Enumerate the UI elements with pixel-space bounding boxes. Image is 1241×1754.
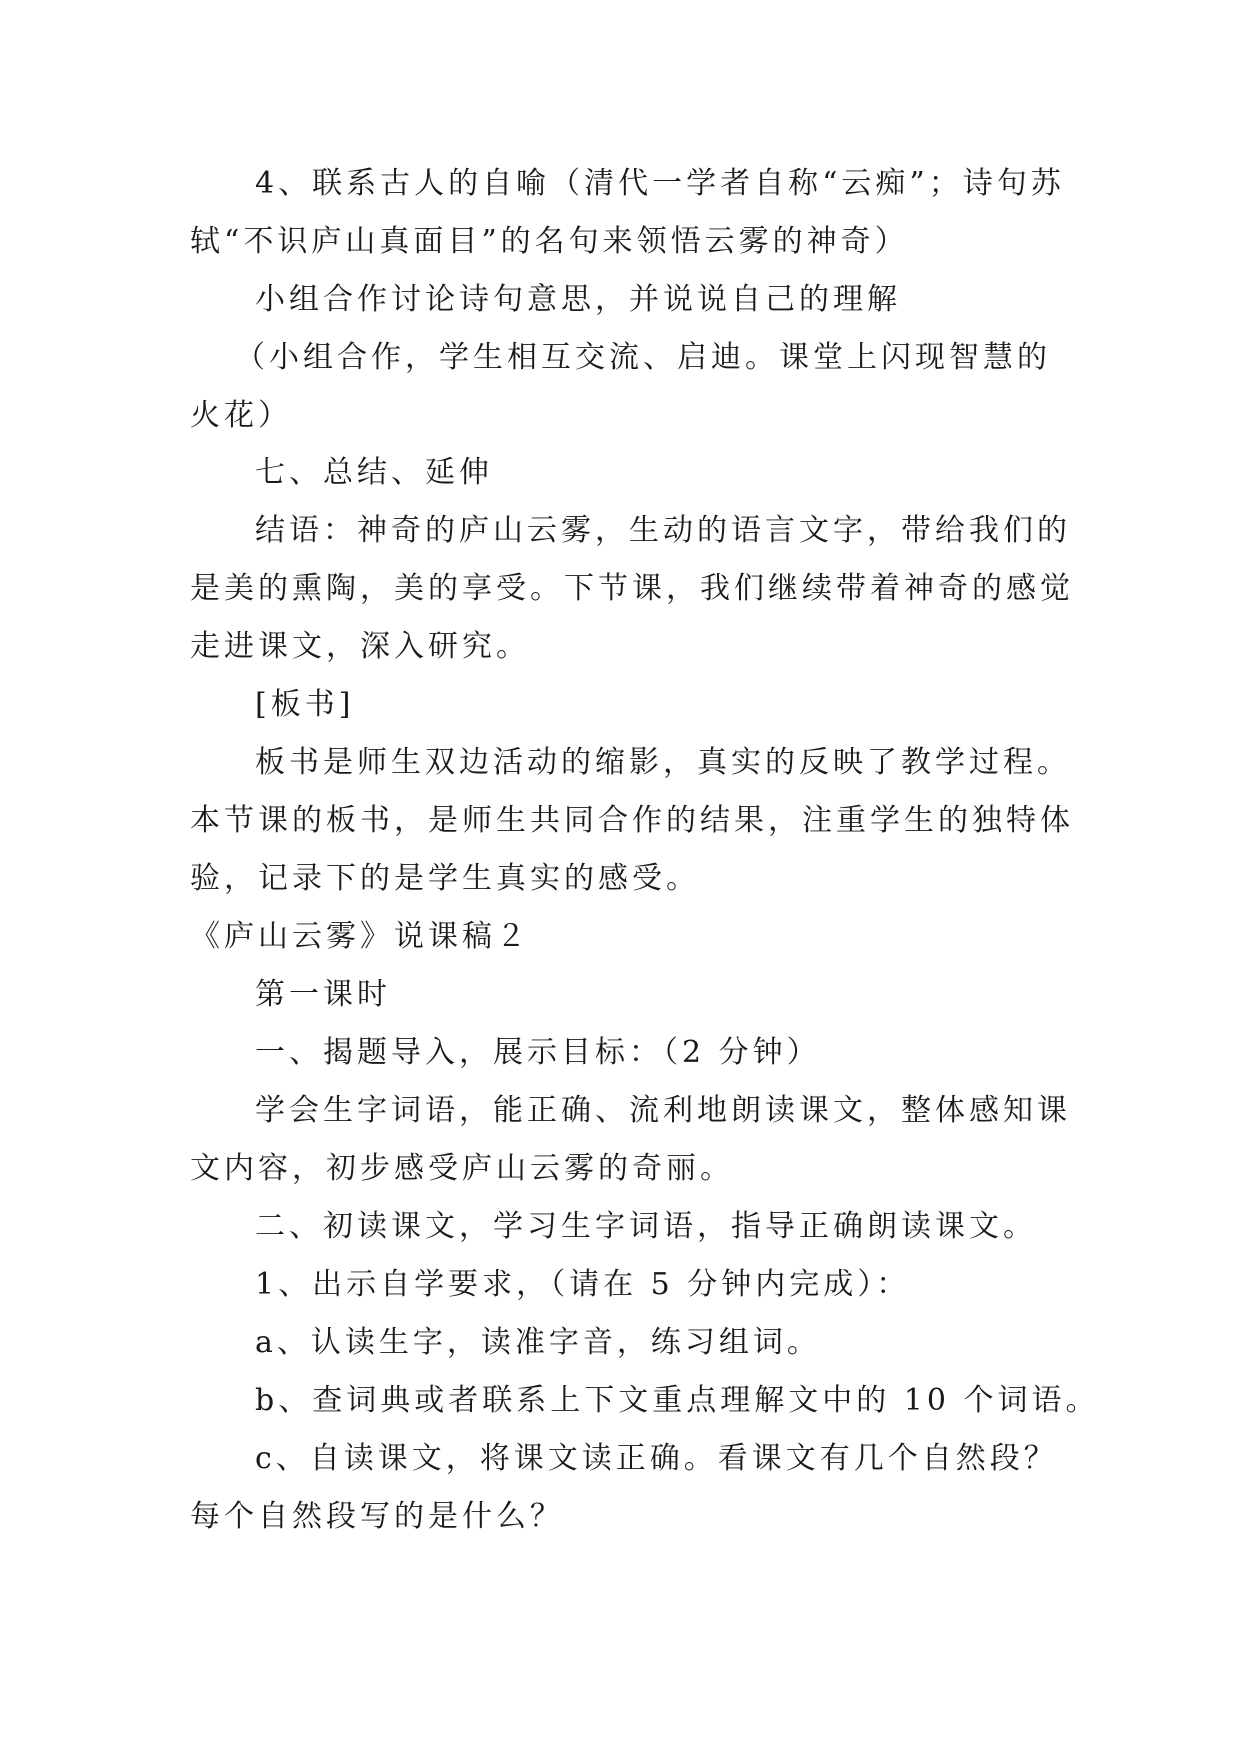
paragraph-line: 小组合作讨论诗句意思，并说说自己的理解 <box>255 282 901 317</box>
paragraph-line: 是美的熏陶，美的享受。下节课，我们继续带着神奇的感觉 <box>190 571 1074 606</box>
paragraph-line: 每个自然段写的是什么？ <box>190 1499 564 1534</box>
list-item: b、查词典或者联系上下文重点理解文中的 10 个词语。 <box>255 1383 1100 1418</box>
document-page <box>190 0 1100 1754</box>
paragraph-line: 学会生字词语，能正确、流利地朗读课文，整体感知课 <box>255 1093 1071 1128</box>
section-heading: 七、总结、延伸 <box>255 455 493 490</box>
paragraph-line: 轼“不识庐山真面目”的名句来领悟云雾的神奇） <box>190 224 909 259</box>
paragraph-line: 火花） <box>190 398 292 433</box>
paragraph-line: 本节课的板书，是师生共同合作的结果，注重学生的独特体 <box>190 803 1074 838</box>
paragraph-line: 走进课文，深入研究。 <box>190 629 530 664</box>
section-heading: [板书] <box>255 687 355 722</box>
paragraph-line: 板书是师生双边活动的缩影，真实的反映了教学过程。 <box>255 745 1071 780</box>
list-item: 1、出示自学要求，（请在 5 分钟内完成）： <box>255 1267 911 1302</box>
paragraph-line: 文内容，初步感受庐山云雾的奇丽。 <box>190 1151 734 1186</box>
paragraph-line: （小组合作，学生相互交流、启迪。课堂上闪现智慧的 <box>235 340 1051 375</box>
paragraph-line: 结语：神奇的庐山云雾，生动的语言文字，带给我们的 <box>255 513 1071 548</box>
section-heading: 一、揭题导入，展示目标：（2 分钟） <box>255 1035 821 1070</box>
list-item: a、认读生字，读准字音，练习组词。 <box>255 1325 821 1360</box>
paragraph-line: 4、联系古人的自喻（清代一学者自称“云痴”；诗句苏 <box>255 166 1065 201</box>
paragraph-line: 验，记录下的是学生真实的感受。 <box>190 861 700 896</box>
section-heading: 二、初读课文，学习生字词语，指导正确朗读课文。 <box>255 1209 1037 1244</box>
list-item: c、自读课文，将课文读正确。看课文有几个自然段？ <box>255 1441 1058 1476</box>
section-heading: 第一课时 <box>255 977 391 1012</box>
document-title: 《庐山云雾》说课稿２ <box>190 919 530 954</box>
